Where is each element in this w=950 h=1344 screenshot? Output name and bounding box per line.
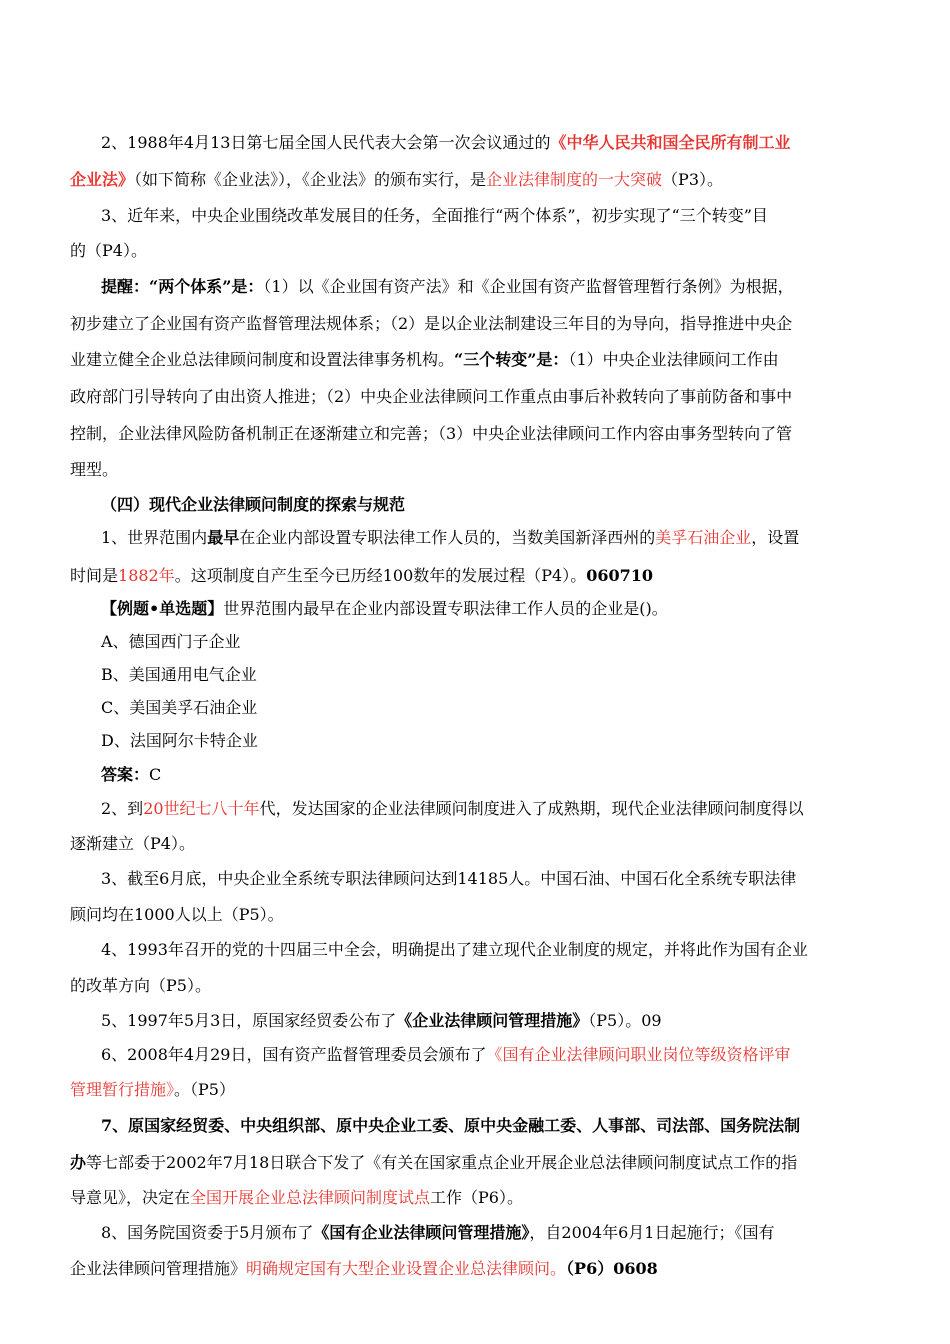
option-b: B、美国通用电气企业 — [101, 665, 257, 684]
paragraph-line: 导意见》，决定在全国开展企业总法律顾问制度试点工作（P6）。 — [70, 1188, 523, 1207]
paragraph-1997: 5、1997年5月3日，原国家经贸委公布了《企业法律顾问管理措施》（P5）。09 — [101, 1011, 662, 1030]
reminder-paragraph: 提醒：“两个体系”是：（1）以《企业国有资产法》和《企业国有资产监督管理暂行条例》为根据， — [101, 277, 794, 296]
paragraph-seven-ministries: 7、原国家经贸委、中央组织部、原中央企业工委、原中央金融工委、人事部、司法部、国务院法制 — [101, 1116, 801, 1135]
answer: 答案：C — [101, 765, 162, 784]
paragraph-line: 控制，企业法律风险防备机制正在逐渐建立和完善；（3）中央企业法律顾问工作内容由事务型转向了管 — [70, 424, 793, 443]
paragraph-line: 初步建立了企业国有资产监督管理法规体系；（2）是以企业法制建设三年目的为导向，指导推进中央企 — [70, 314, 793, 333]
paragraph-2008: 6、2008年4月29日，国有资产监督管理委员会颁布了《国有企业法律顾问职业岗位等级资格评审 — [101, 1045, 791, 1064]
option-d: D、法国阿尔卡特企业 — [101, 731, 258, 750]
paragraph-two-systems: 3、近年来，中央企业围绕改革发展目的任务，全面推行“两个体系”，初步实现了“三个转变”目 — [101, 206, 768, 225]
paragraph-line: 企业法》（如下简称《企业法》），《企业法》的颁布实行，是企业法律制度的一大突破（P3）。 — [70, 170, 723, 189]
paragraph-plenum: 4、1993年召开的党的十四届三中全会，明确提出了建立现代企业制度的规定，并将此作为国有企业 — [101, 940, 808, 959]
option-a: A、德国西门子企业 — [101, 632, 241, 651]
paragraph-line: 逐渐建立（P4）。 — [70, 834, 195, 853]
paragraph-line: 管理暂行措施》。（P5） — [70, 1080, 235, 1099]
paragraph-line: 办等七部委于2002年7月18日联合下发了《有关在国家重点企业开展企业总法律顾问制度试点工作的指 — [70, 1153, 798, 1172]
paragraph-sasac-measures: 8、国务院国资委于5月颁布了《国有企业法律顾问管理措施》，自2004年6月1日起施行；《国有 — [101, 1223, 775, 1242]
example-question: 【例题•单选题】世界范围内最早在企业内部设置专职法律工作人员的企业是()。 — [101, 599, 668, 618]
paragraph-mature-period: 2、到20世纪七八十年代，发达国家的企业法律顾问制度进入了成熟期，现代企业法律顾问制度得以 — [101, 799, 804, 818]
option-c: C、美国美孚石油企业 — [101, 698, 258, 717]
paragraph-counsel-count: 3、截至6月底，中央企业全系统专职法律顾问达到14185人。中国石油、中国石化全系统专职法律 — [101, 869, 797, 888]
paragraph-line: 政府部门引导转向了由出资人推进；（2）中央企业法律顾问工作重点由事后补救转向了事前防备和事中 — [70, 387, 793, 406]
paragraph-line: 业建立健全企业总法律顾问制度和设置法律事务机构。“三个转变”是：（1）中央企业法律顾问工作由 — [70, 350, 779, 369]
paragraph-line: 的（P4）。 — [70, 241, 147, 260]
section-title: （四）现代企业法律顾问制度的探索与规范 — [101, 495, 406, 514]
paragraph-line: 时间是1882年。这项制度自产生至今已历经100数年的发展过程（P4）。060710 — [70, 566, 654, 585]
paragraph-line: 顾问均在1000人以上（P5）。 — [70, 905, 284, 924]
paragraph-line: 的改革方向（P5）。 — [70, 976, 211, 995]
paragraph-line: 企业法律顾问管理措施》明确规定国有大型企业设置企业总法律顾问。（P6）0608 — [70, 1259, 658, 1278]
paragraph-earliest-counsel: 1、世界范围内最早在企业内部设置专职法律工作人员的，当数美国新泽西州的美孚石油企业，设置 — [101, 528, 800, 547]
paragraph-line: 理型。 — [70, 460, 119, 479]
paragraph-enterprise-law: 2、1988年4月13日第七届全国人民代表大会第一次会议通过的《中华人民共和国全民所有制工业 — [101, 133, 791, 152]
